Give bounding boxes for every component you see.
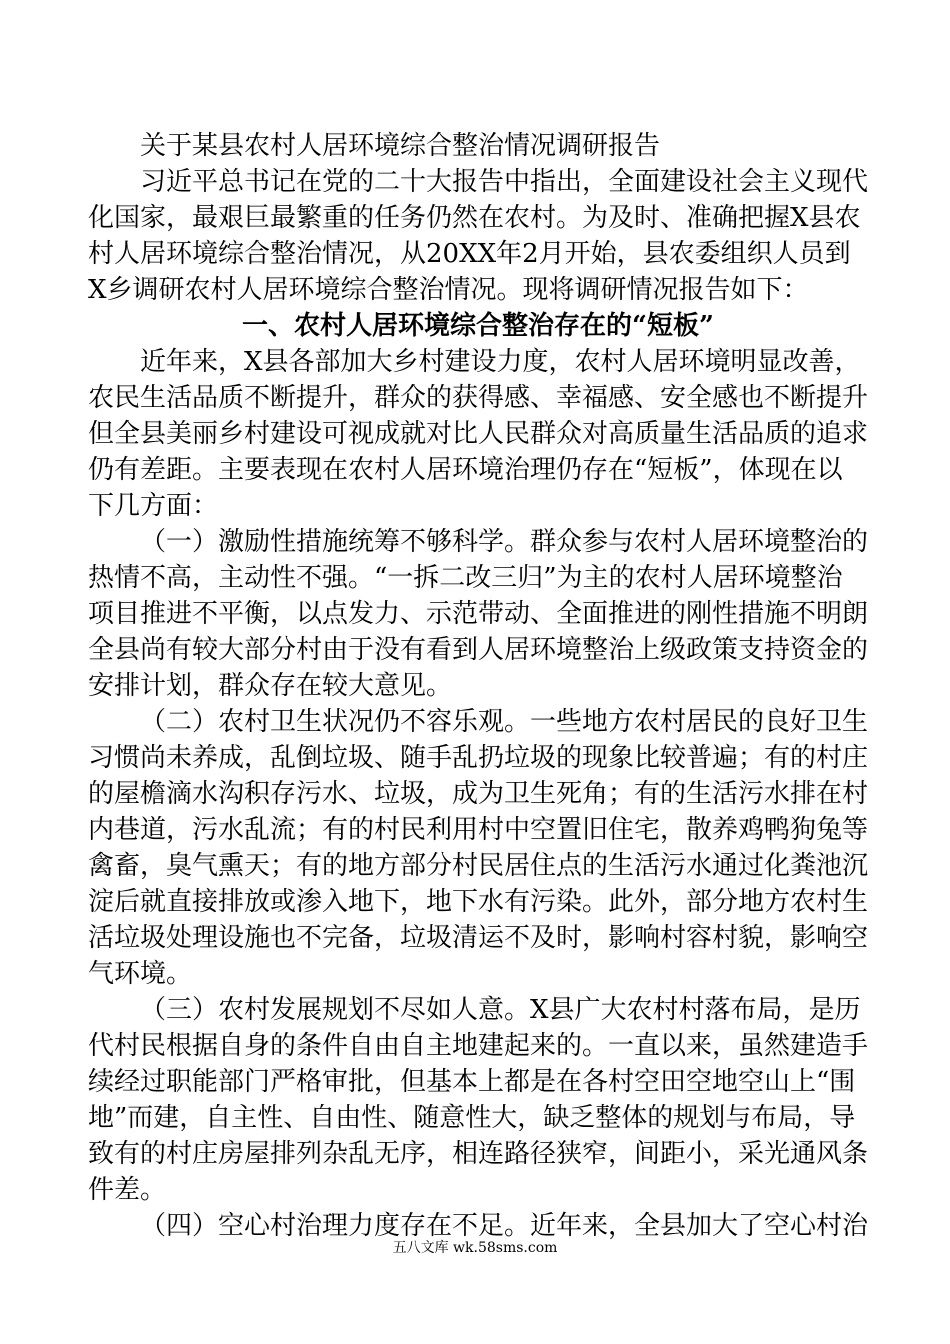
document-title: 关于某县农村人居环境综合整治情况调研报告: [140, 131, 661, 161]
paragraph-line: X乡调研农村人居环境综合整治情况。现将调研情况报告如下：: [88, 275, 809, 305]
paragraph-line: 习近平总书记在党的二十大报告中指出，全面建设社会主义现代: [140, 167, 868, 197]
paragraph-line: 的屋檐滴水沟积存污水、垃圾，成为卫生死角；有的生活污水排在村: [88, 779, 868, 809]
item2-paragraph: [88, 704, 868, 992]
paragraph-line: 但全县美丽乡村建设可视成就对比人民群众对高质量生活品质的追求: [88, 419, 868, 449]
paragraph-line: （四）空心村治理力度存在不足。近年来，全县加大了空心村治: [140, 1211, 868, 1241]
paragraph-line: 下几方面：: [88, 491, 219, 521]
paragraph-line: 活垃圾处理设施也不完备，垃圾清运不及时，影响村容村貌，影响空: [88, 923, 868, 953]
paragraph-line: 仍有差距。主要表现在农村人居环境治理仍存在“短板”，体现在以: [88, 455, 843, 485]
intro-paragraph: [88, 164, 868, 308]
item3-paragraph: [88, 992, 868, 1208]
paragraph-line: 内巷道，污水乱流；有的村民利用村中空置旧住宅，散养鸡鸭狗兔等: [88, 815, 868, 845]
paragraph-line: 近年来，X县各部加大乡村建设力度，农村人居环境明显改善，: [140, 347, 861, 377]
paragraph-line: 地”而建，自主性、自由性、随意性大，缺乏整体的规划与布局，导: [88, 1103, 856, 1133]
paragraph-line: 淀后就直接排放或渗入地下，地下水有污染。此外，部分地方农村生: [88, 887, 868, 917]
paragraph-line: 续经过职能部门严格审批，但基本上都是在各村空田空地空山上“围: [88, 1067, 856, 1097]
paragraph-line: 热情不高，主动性不强。“一拆二改三归”为主的农村人居环境整治: [88, 563, 843, 593]
paragraph-line: 村人居环境综合整治情况，从20XX年2月开始，县农委组织人员到: [88, 239, 851, 269]
item1-paragraph: [88, 524, 868, 704]
paragraph-line: 致有的村庄房屋排列杂乱无序，相连路径狭窄，间距小，采光通风条: [88, 1139, 868, 1169]
footer-watermark: 五八文库 wk.58sms.com: [392, 1240, 558, 1256]
paragraph-line: 项目推进不平衡，以点发力、示范带动、全面推进的刚性措施不明朗: [88, 599, 868, 629]
paragraph-line: （三）农村发展规划不尽如人意。X县广大农村村落布局，是历: [140, 995, 861, 1025]
section1-paragraph: [88, 344, 868, 524]
paragraph-line: 件差。: [88, 1175, 167, 1205]
paragraph-line: 气环境。: [88, 959, 193, 989]
paragraph-line: 代村民根据自身的条件自由自主地建起来的。一直以来，虽然建造手: [88, 1031, 868, 1061]
paragraph-line: （二）农村卫生状况仍不容乐观。一些地方农村居民的良好卫生: [140, 707, 868, 737]
paragraph-line: 安排计划，群众存在较大意见。: [88, 671, 453, 701]
document-body: [88, 128, 868, 1244]
paragraph-line: 习惯尚未养成，乱倒垃圾、随手乱扔垃圾的现象比较普遍；有的村庄: [88, 743, 868, 773]
paragraph-line: 化国家，最艰巨最繁重的任务仍然在农村。为及时、准确把握X县农: [88, 203, 861, 233]
paragraph-line: 全县尚有较大部分村由于没有看到人居环境整治上级政策支持资金的: [88, 635, 868, 665]
paragraph-line: （一）激励性措施统筹不够科学。群众参与农村人居环境整治的: [140, 527, 868, 557]
section-heading: 一、农村人居环境综合整治存在的“短板”: [242, 311, 714, 341]
paragraph-line: 禽畜，臭气熏天；有的地方部分村民居住点的生活污水通过化粪池沉: [88, 851, 868, 881]
paragraph-line: 农民生活品质不断提升，群众的获得感、幸福感、安全感也不断提升: [88, 383, 868, 413]
